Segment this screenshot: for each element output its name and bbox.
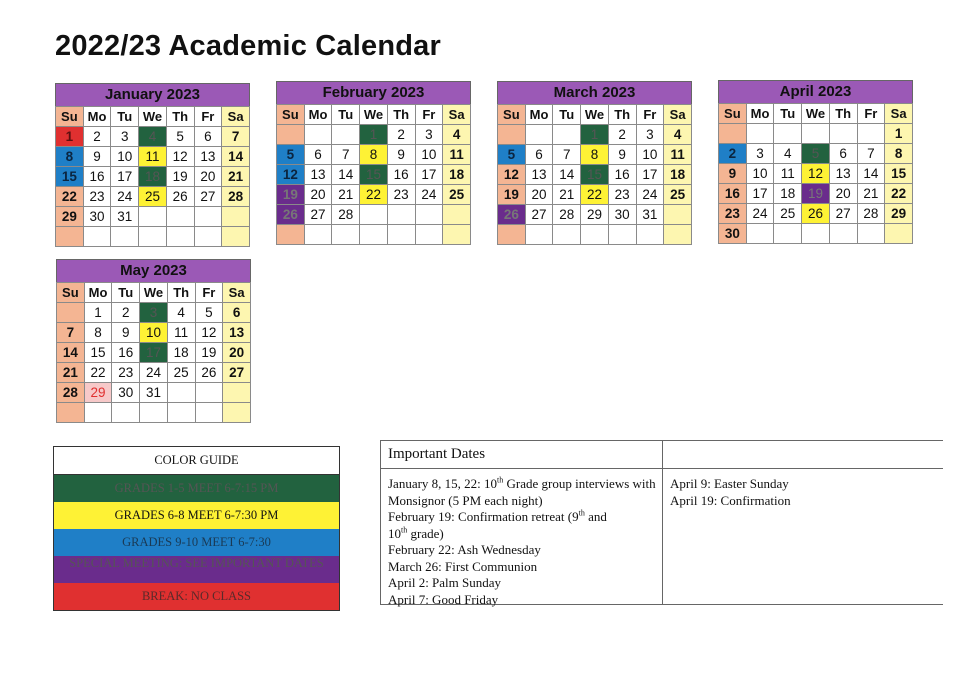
date-cell: 12 (277, 165, 305, 185)
day-of-week-header: Su (498, 105, 526, 125)
day-of-week-header: Tu (111, 107, 139, 127)
day-of-week-header: Sa (223, 283, 251, 303)
empty-cell (56, 227, 84, 247)
date-cell: 18 (167, 343, 195, 363)
color-guide-header: COLOR GUIDE (54, 447, 339, 475)
day-of-week-header: Su (719, 104, 747, 124)
empty-cell (166, 227, 194, 247)
important-date-line: April 9: Easter Sunday (670, 476, 789, 491)
date-cell: 25 (443, 185, 471, 205)
date-cell: 13 (194, 147, 222, 167)
date-cell: 13 (829, 164, 857, 184)
date-cell: 20 (223, 343, 251, 363)
month-calendar (55, 83, 250, 247)
date-cell: 27 (223, 363, 251, 383)
empty-cell (194, 227, 222, 247)
empty-cell (387, 205, 415, 225)
day-of-week-header: Mo (525, 105, 553, 125)
date-cell: 11 (167, 323, 195, 343)
empty-cell (774, 124, 802, 144)
page-title: 2022/23 Academic Calendar (55, 30, 441, 62)
date-cell: 11 (664, 145, 692, 165)
date-cell: 29 (581, 205, 609, 225)
day-of-week-header: Th (387, 105, 415, 125)
date-cell: 27 (194, 187, 222, 207)
date-cell: 8 (581, 145, 609, 165)
empty-cell (140, 403, 168, 423)
day-of-week-header: Tu (332, 105, 360, 125)
date-cell: 28 (332, 205, 360, 225)
empty-cell (387, 225, 415, 245)
month-title: March 2023 (497, 81, 692, 104)
important-date-line: April 19: Confirmation (670, 492, 791, 508)
day-of-week-header: Th (167, 283, 195, 303)
month-calendar (497, 81, 692, 245)
empty-cell (885, 224, 913, 244)
day-of-week-header: We (581, 105, 609, 125)
empty-cell (664, 205, 692, 225)
date-cell: 15 (84, 343, 112, 363)
date-cell: 14 (553, 165, 581, 185)
important-date-line: April 7: Good Friday (388, 591, 499, 607)
date-cell: 3 (111, 127, 139, 147)
date-cell: 24 (636, 185, 664, 205)
month-title: May 2023 (56, 259, 251, 282)
date-cell: 2 (83, 127, 111, 147)
day-of-week-header: We (802, 104, 830, 124)
empty-cell (746, 124, 774, 144)
empty-cell (83, 227, 111, 247)
color-guide-item: GRADES 1-5 MEET 6-7:15 PM (54, 475, 339, 502)
day-of-week-header: Mo (304, 105, 332, 125)
date-cell: 2 (387, 125, 415, 145)
date-cell: 21 (857, 184, 885, 204)
date-cell: 9 (608, 145, 636, 165)
date-cell: 7 (857, 144, 885, 164)
date-cell: 14 (57, 343, 85, 363)
date-cell: 22 (885, 184, 913, 204)
day-of-week-header: Sa (885, 104, 913, 124)
date-cell: 3 (415, 125, 443, 145)
date-cell: 8 (84, 323, 112, 343)
date-cell: 24 (140, 363, 168, 383)
empty-cell (857, 124, 885, 144)
empty-cell (360, 205, 388, 225)
month-title: January 2023 (55, 83, 250, 106)
empty-cell (498, 125, 526, 145)
date-cell: 26 (802, 204, 830, 224)
color-guide-item: SPECIAL MEETING: SEE IMPORTANT DATES (54, 556, 339, 583)
day-of-week-header: Fr (857, 104, 885, 124)
date-cell: 30 (719, 224, 747, 244)
date-cell: 15 (56, 167, 84, 187)
empty-cell (277, 125, 305, 145)
color-guide-item: BREAK: NO CLASS (54, 583, 339, 610)
date-cell: 22 (360, 185, 388, 205)
date-cell: 16 (112, 343, 140, 363)
day-of-week-header: Su (277, 105, 305, 125)
date-cell: 15 (581, 165, 609, 185)
empty-cell (636, 225, 664, 245)
empty-cell (498, 225, 526, 245)
empty-cell (774, 224, 802, 244)
date-cell: 21 (222, 167, 250, 187)
date-cell: 23 (387, 185, 415, 205)
day-of-week-header: Su (57, 283, 85, 303)
date-cell: 19 (166, 167, 194, 187)
date-cell: 24 (415, 185, 443, 205)
date-cell: 11 (774, 164, 802, 184)
date-cell: 4 (139, 127, 167, 147)
date-cell: 6 (223, 303, 251, 323)
date-cell: 26 (195, 363, 223, 383)
month-title: February 2023 (276, 81, 471, 104)
date-cell: 7 (222, 127, 250, 147)
color-guide-item: GRADES 9-10 MEET 6-7:30 (54, 529, 339, 556)
date-cell: 11 (139, 147, 167, 167)
important-dates-col1 (388, 476, 658, 608)
date-cell: 29 (56, 207, 84, 227)
empty-cell (166, 207, 194, 227)
date-cell: 6 (525, 145, 553, 165)
date-cell: 17 (111, 167, 139, 187)
date-cell: 3 (140, 303, 168, 323)
date-cell: 21 (57, 363, 85, 383)
empty-cell (525, 225, 553, 245)
day-of-week-header: Mo (746, 104, 774, 124)
date-cell: 12 (802, 164, 830, 184)
day-of-week-header: Sa (443, 105, 471, 125)
empty-cell (139, 207, 167, 227)
empty-cell (608, 225, 636, 245)
empty-cell (222, 207, 250, 227)
date-cell: 28 (222, 187, 250, 207)
date-cell: 22 (84, 363, 112, 383)
date-cell: 25 (774, 204, 802, 224)
date-cell: 18 (443, 165, 471, 185)
date-cell: 10 (636, 145, 664, 165)
date-cell: 8 (56, 147, 84, 167)
date-cell: 5 (277, 145, 305, 165)
date-cell: 12 (498, 165, 526, 185)
empty-cell (57, 303, 85, 323)
date-cell: 22 (56, 187, 84, 207)
date-cell: 24 (111, 187, 139, 207)
date-cell: 5 (166, 127, 194, 147)
day-of-week-header: We (360, 105, 388, 125)
date-cell: 27 (525, 205, 553, 225)
date-cell: 17 (636, 165, 664, 185)
date-cell: 16 (83, 167, 111, 187)
date-cell: 30 (608, 205, 636, 225)
important-date-line: April 2: Palm Sunday (388, 575, 502, 590)
date-cell: 7 (332, 145, 360, 165)
day-of-week-header: We (140, 283, 168, 303)
empty-cell (223, 383, 251, 403)
date-cell: 31 (636, 205, 664, 225)
day-of-week-header: Fr (194, 107, 222, 127)
date-cell: 2 (608, 125, 636, 145)
empty-cell (167, 383, 195, 403)
date-cell: 27 (304, 205, 332, 225)
important-date-line: February 22: Ash Wednesday (388, 542, 541, 557)
day-of-week-header: Fr (195, 283, 223, 303)
date-cell: 6 (304, 145, 332, 165)
empty-cell (194, 207, 222, 227)
date-cell: 2 (719, 144, 747, 164)
date-cell: 10 (746, 164, 774, 184)
empty-cell (111, 227, 139, 247)
day-of-week-header: Su (56, 107, 84, 127)
date-cell: 26 (166, 187, 194, 207)
date-cell: 26 (277, 205, 305, 225)
date-cell: 27 (829, 204, 857, 224)
date-cell: 25 (139, 187, 167, 207)
important-dates-header: Important Dates (388, 446, 486, 462)
date-cell: 31 (111, 207, 139, 227)
date-cell: 23 (112, 363, 140, 383)
date-cell: 18 (664, 165, 692, 185)
empty-cell (139, 227, 167, 247)
date-cell: 15 (885, 164, 913, 184)
empty-cell (415, 225, 443, 245)
date-cell: 7 (553, 145, 581, 165)
date-cell: 17 (140, 343, 168, 363)
day-of-week-header: Tu (553, 105, 581, 125)
date-cell: 9 (83, 147, 111, 167)
day-of-week-header: Tu (774, 104, 802, 124)
day-of-week-header: Sa (222, 107, 250, 127)
day-of-week-header: Th (829, 104, 857, 124)
day-of-week-header: Th (608, 105, 636, 125)
day-of-week-header: We (139, 107, 167, 127)
date-cell: 15 (360, 165, 388, 185)
date-cell: 10 (111, 147, 139, 167)
date-cell: 9 (387, 145, 415, 165)
date-cell: 4 (664, 125, 692, 145)
date-cell: 20 (525, 185, 553, 205)
date-cell: 29 (84, 383, 112, 403)
day-of-week-header: Fr (415, 105, 443, 125)
important-date-line: January 8, 15, 22: 10th Grade group interviews with Monsignor (5 PM each night) (388, 475, 656, 508)
date-cell: 25 (664, 185, 692, 205)
empty-cell (443, 225, 471, 245)
important-dates-col2 (670, 476, 940, 509)
day-of-week-header: Mo (84, 283, 112, 303)
empty-cell (167, 403, 195, 423)
date-cell: 14 (332, 165, 360, 185)
empty-cell (829, 224, 857, 244)
empty-cell (443, 205, 471, 225)
date-cell: 18 (139, 167, 167, 187)
empty-cell (332, 225, 360, 245)
empty-cell (746, 224, 774, 244)
empty-cell (829, 124, 857, 144)
empty-cell (857, 224, 885, 244)
date-cell: 23 (719, 204, 747, 224)
date-cell: 23 (83, 187, 111, 207)
date-cell: 22 (581, 185, 609, 205)
empty-cell (277, 225, 305, 245)
empty-cell (84, 403, 112, 423)
date-cell: 25 (167, 363, 195, 383)
date-cell: 2 (112, 303, 140, 323)
empty-cell (112, 403, 140, 423)
date-cell: 1 (84, 303, 112, 323)
date-cell: 5 (498, 145, 526, 165)
date-cell: 9 (112, 323, 140, 343)
empty-cell (719, 124, 747, 144)
date-cell: 19 (802, 184, 830, 204)
empty-cell (802, 224, 830, 244)
empty-cell (222, 227, 250, 247)
empty-cell (415, 205, 443, 225)
date-cell: 12 (166, 147, 194, 167)
day-of-week-header: Fr (636, 105, 664, 125)
empty-cell (57, 403, 85, 423)
date-cell: 20 (829, 184, 857, 204)
date-cell: 1 (885, 124, 913, 144)
empty-cell (802, 124, 830, 144)
month-title: April 2023 (718, 80, 913, 103)
empty-cell (304, 125, 332, 145)
date-cell: 14 (857, 164, 885, 184)
date-cell: 3 (746, 144, 774, 164)
day-of-week-header: Th (166, 107, 194, 127)
date-cell: 8 (360, 145, 388, 165)
date-cell: 16 (719, 184, 747, 204)
date-cell: 1 (581, 125, 609, 145)
important-dates (380, 440, 943, 605)
date-cell: 3 (636, 125, 664, 145)
date-cell: 19 (195, 343, 223, 363)
date-cell: 21 (553, 185, 581, 205)
date-cell: 26 (498, 205, 526, 225)
empty-cell (360, 225, 388, 245)
empty-cell (332, 125, 360, 145)
empty-cell (195, 383, 223, 403)
date-cell: 5 (195, 303, 223, 323)
date-cell: 30 (83, 207, 111, 227)
date-cell: 20 (304, 185, 332, 205)
date-cell: 31 (140, 383, 168, 403)
month-calendar (56, 259, 251, 423)
day-of-week-header: Tu (112, 283, 140, 303)
date-cell: 16 (387, 165, 415, 185)
date-cell: 7 (57, 323, 85, 343)
date-cell: 28 (57, 383, 85, 403)
date-cell: 30 (112, 383, 140, 403)
date-cell: 17 (415, 165, 443, 185)
date-cell: 18 (774, 184, 802, 204)
empty-cell (553, 225, 581, 245)
date-cell: 21 (332, 185, 360, 205)
date-cell: 11 (443, 145, 471, 165)
date-cell: 29 (885, 204, 913, 224)
date-cell: 6 (829, 144, 857, 164)
date-cell: 8 (885, 144, 913, 164)
important-date-line: 10th grade) (388, 525, 444, 541)
date-cell: 4 (443, 125, 471, 145)
date-cell: 5 (802, 144, 830, 164)
date-cell: 10 (415, 145, 443, 165)
date-cell: 1 (360, 125, 388, 145)
empty-cell (223, 403, 251, 423)
date-cell: 13 (223, 323, 251, 343)
empty-cell (525, 125, 553, 145)
date-cell: 4 (167, 303, 195, 323)
date-cell: 16 (608, 165, 636, 185)
date-cell: 13 (525, 165, 553, 185)
month-calendar (276, 81, 471, 245)
date-cell: 1 (56, 127, 84, 147)
date-cell: 17 (746, 184, 774, 204)
date-cell: 13 (304, 165, 332, 185)
date-cell: 19 (277, 185, 305, 205)
date-cell: 19 (498, 185, 526, 205)
color-guide (53, 446, 340, 611)
day-of-week-header: Sa (664, 105, 692, 125)
empty-cell (304, 225, 332, 245)
month-calendar (718, 80, 913, 244)
date-cell: 12 (195, 323, 223, 343)
date-cell: 28 (857, 204, 885, 224)
date-cell: 23 (608, 185, 636, 205)
date-cell: 14 (222, 147, 250, 167)
date-cell: 6 (194, 127, 222, 147)
empty-cell (581, 225, 609, 245)
date-cell: 24 (746, 204, 774, 224)
important-date-line: March 26: First Communion (388, 558, 538, 574)
important-date-line: February 19: Confirmation retreat (9th and (388, 508, 607, 524)
date-cell: 4 (774, 144, 802, 164)
color-guide-item: GRADES 6-8 MEET 6-7:30 PM (54, 502, 339, 529)
date-cell: 9 (719, 164, 747, 184)
empty-cell (664, 225, 692, 245)
date-cell: 10 (140, 323, 168, 343)
date-cell: 20 (194, 167, 222, 187)
empty-cell (553, 125, 581, 145)
day-of-week-header: Mo (83, 107, 111, 127)
date-cell: 28 (553, 205, 581, 225)
empty-cell (195, 403, 223, 423)
